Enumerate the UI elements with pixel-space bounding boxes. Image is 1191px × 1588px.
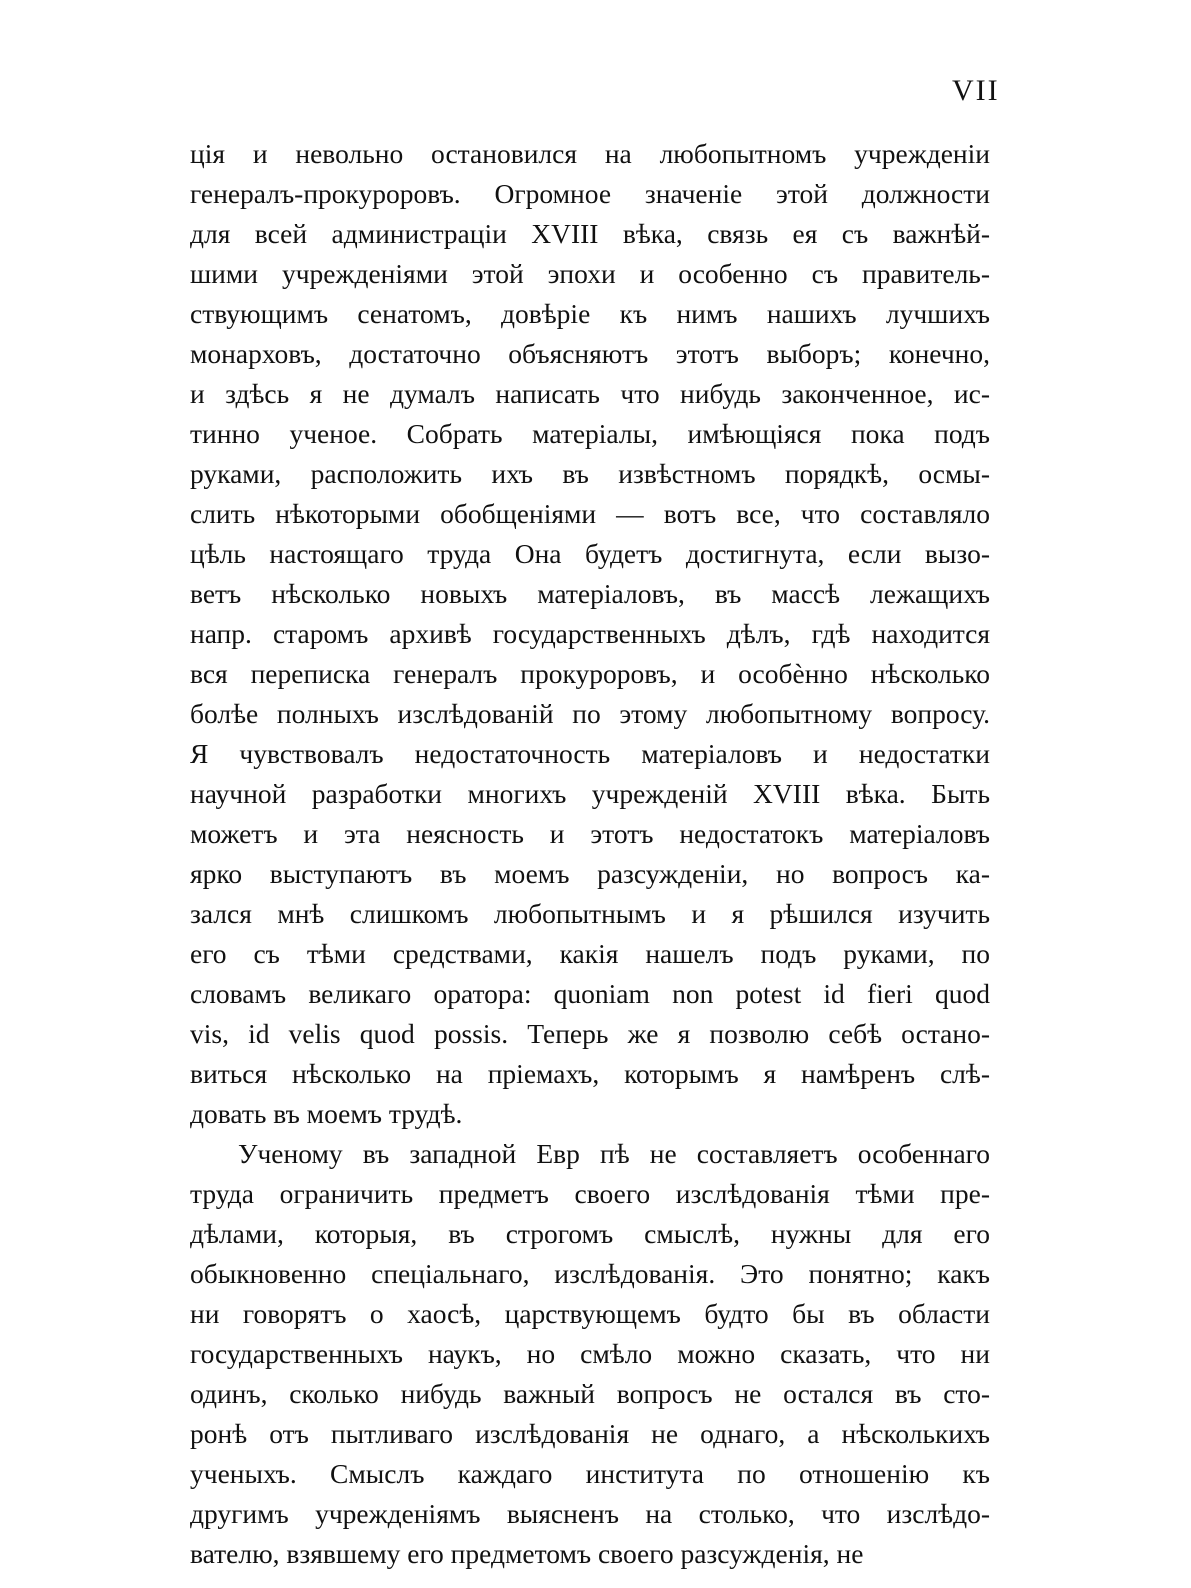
text-line: вся переписка генералъ прокуроровъ, и особѐнно нѣсколько	[190, 658, 990, 689]
text-line: ни говорятъ о хаосѣ, царствующемъ будто бы въ области	[190, 1298, 990, 1329]
text-line: ярко выступаютъ въ моемъ разсужденіи, но вопросъ ка-	[190, 858, 990, 889]
text-line: вателю, взявшему его предметомъ своего разсужденія, не	[190, 1538, 864, 1569]
text-line: довать въ моемъ трудѣ.	[190, 1098, 463, 1129]
body-text	[190, 134, 990, 1574]
text-line: ветъ нѣсколько новыхъ матеріаловъ, въ массѣ лежащихъ	[190, 578, 990, 609]
text-line: можетъ и эта неясность и этотъ недостатокъ матеріаловъ	[190, 818, 990, 849]
text-line: его съ тѣми средствами, какія нашелъ подъ руками, по	[190, 938, 990, 969]
text-line: генералъ-прокуроровъ. Огромное значеніе этой должности	[190, 178, 990, 209]
text-line: ронѣ отъ пытливаго изслѣдованія не однаго, а нѣсколькихъ	[190, 1418, 990, 1449]
text-line: для всей администраціи XVIII вѣка, связь ея съ важнѣй-	[190, 218, 990, 249]
text-line: болѣе полныхъ изслѣдованій по этому любопытному вопросу.	[190, 698, 990, 729]
text-line: напр. старомъ архивѣ государственныхъ дѣлъ, гдѣ находится	[190, 618, 990, 649]
text-line: Ученому въ западной Евр пѣ не составляетъ особеннаго	[238, 1138, 990, 1169]
text-line: обыкновенно спеціальнаго, изслѣдованія. Это понятно; какъ	[190, 1258, 990, 1289]
text-line: другимъ учрежденіямъ выясненъ на столько, что изслѣдо-	[190, 1498, 990, 1529]
text-line: Я чувствовалъ недостаточность матеріаловъ и недостатки	[190, 738, 990, 769]
text-line: шими учрежденіями этой эпохи и особенно съ правитель-	[190, 258, 990, 289]
text-line: ція и невольно остановился на любопытномъ учрежденіи	[190, 138, 990, 169]
text-line: словамъ великаго оратора: quoniam non potest id fieri quod	[190, 978, 990, 1009]
text-line: ученыхъ. Смыслъ каждаго института по отношенію къ	[190, 1458, 990, 1489]
text-line: цѣль настоящаго труда Она будетъ достигнута, если вызо-	[190, 538, 990, 569]
text-line: виться нѣсколько на пріемахъ, которымъ я намѣренъ слѣ-	[190, 1058, 990, 1089]
text-line: государственныхъ наукъ, но смѣло можно сказать, что ни	[190, 1338, 990, 1369]
text-line: и здѣсь я не думалъ написать что нибудь законченное, ис-	[190, 378, 990, 409]
text-line: руками, расположить ихъ въ извѣстномъ порядкѣ, осмы-	[190, 458, 990, 489]
text-line: ствующимъ сенатомъ, довѣріе къ нимъ нашихъ лучшихъ	[190, 298, 990, 329]
text-line: слить нѣкоторыми обобщеніями — вотъ все, что составляло	[190, 498, 990, 529]
text-line: научной разработки многихъ учрежденій XVIII вѣка. Быть	[190, 778, 990, 809]
text-line: тинно ученое. Собрать матеріалы, имѣющіяся пока подъ	[190, 418, 990, 449]
text-line: труда ограничить предметъ своего изслѣдованія тѣми пре-	[190, 1178, 990, 1209]
text-line: монарховъ, достаточно объясняютъ этотъ выборъ; конечно,	[190, 338, 990, 369]
text-line: зался мнѣ слишкомъ любопытнымъ и я рѣшился изучить	[190, 898, 990, 929]
text-line: одинъ, сколько нибудь важный вопросъ не остался въ сто-	[190, 1378, 990, 1409]
text-line: дѣлами, которыя, въ строгомъ смыслѣ, нужны для его	[190, 1218, 990, 1249]
page-number: VII	[952, 74, 1000, 107]
text-line: vis, id velis quod possis. Теперь же я позволю себѣ остано-	[190, 1018, 990, 1049]
